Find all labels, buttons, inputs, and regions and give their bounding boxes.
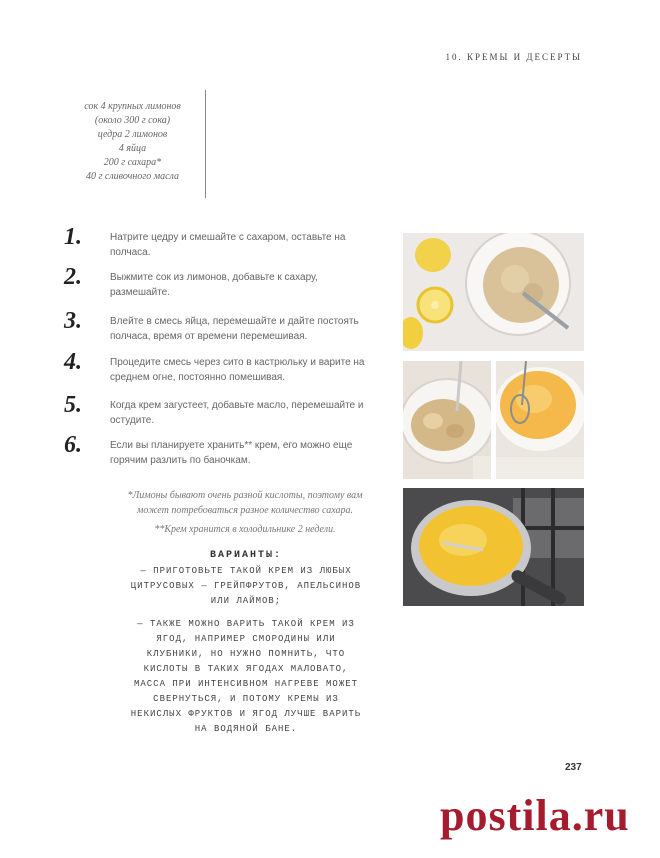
step-number: 1. <box>64 224 82 250</box>
step-text: Натрите цедру и смешайте с сахаром, оставьте на полчаса. <box>110 232 346 258</box>
step-text: Выжмите сок из лимонов, добавьте к сахару, размешайте. <box>110 272 318 298</box>
step-number: 4. <box>64 349 82 375</box>
footnote-storage: **Крем хранится в холодильнике 2 недели. <box>154 524 336 535</box>
step-number: 6. <box>64 432 82 458</box>
photo-lemon-zest-sugar-image <box>403 233 584 351</box>
step-number: 3. <box>64 308 82 334</box>
photo-whisked-mixture-image <box>496 361 584 479</box>
variants-block <box>130 548 362 745</box>
watermark-logo: postila.ru <box>440 791 630 840</box>
step-text: Когда крем загустеет, добавьте масло, перемешайте и остудите. <box>110 400 364 426</box>
photo-eggs-mixing <box>403 361 491 479</box>
ingredient-item: 200 г сахара* <box>103 157 162 168</box>
step-text: Процедите смесь через сито в кастрюльку и варите на среднем огне, постоянно помешивая. <box>110 357 365 383</box>
chapter-header: 10. КРЕМЫ И ДЕСЕРТЫ <box>445 52 582 62</box>
photo-lemon-zest-sugar <box>403 233 584 351</box>
step-number: 5. <box>64 392 82 418</box>
variant-paragraph: — ТАКЖЕ МОЖНО ВАРИТЬ ТАКОЙ КРЕМ ИЗ ЯГОД, НАПРИМЕР СМОРОДИНЫ ИЛИ КЛУБНИКИ, НО НУЖНО ПОМНИТЬ, ЧТО КИСЛОТЫ В ТАКИХ ЯГОДАХ МАЛОВАТО, МАССА ПРИ ИНТЕНСИВНОМ НАГРЕВЕ МОЖЕТ СВЕРНУТЬСЯ, И ПОТОМУ КРЕМЫ ИЗ НЕКИСЛЫХ ФРУКТОВ И ЯГОД ЛУЧШЕ ВАРИТЬ НА ВОДЯНОЙ БАНЕ. <box>130 619 362 734</box>
photo-eggs-mixing-image <box>403 361 491 479</box>
ingredients-list <box>60 90 206 198</box>
step-text: Влейте в смесь яйца, перемешайте и дайте постоять полчаса, время от времени перемешивая. <box>110 316 359 342</box>
photo-saucepan-curd-image <box>403 488 584 606</box>
photo-saucepan-curd <box>403 488 584 606</box>
ingredient-item: цедра 2 лимонов <box>97 129 168 140</box>
variants-title: ВАРИАНТЫ: <box>209 550 282 561</box>
page-number: 237 <box>565 762 582 773</box>
footnote-sugar: *Лимоны бывают очень разной кислоты, поэтому вам может потребоваться разное количество сахара. <box>127 490 363 516</box>
step-text: Если вы планируете хранить** крем, его можно еще горячим разлить по баночкам. <box>110 440 353 466</box>
variant-paragraph: — ПРИГОТОВЬТЕ ТАКОЙ КРЕМ ИЗ ЛЮБЫХ ЦИТРУСОВЫХ — ГРЕЙПФРУТОВ, АПЕЛЬСИНОВ ИЛИ ЛАЙМОВ; <box>130 566 362 606</box>
ingredient-item: 40 г сливочного масла <box>85 171 180 182</box>
ingredient-item: сок 4 крупных лимонов <box>84 101 181 112</box>
ingredient-item: (около 300 г сока) <box>94 115 171 126</box>
photo-whisked-mixture <box>496 361 584 479</box>
ingredient-item: 4 яйца <box>118 143 147 154</box>
step-number: 2. <box>64 264 82 290</box>
